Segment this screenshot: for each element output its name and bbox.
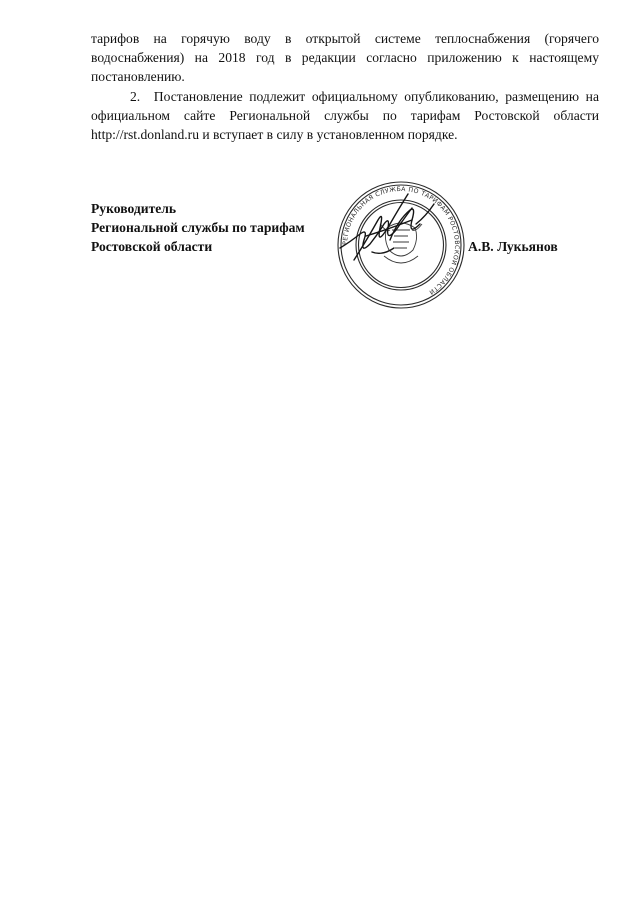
position-line-2: Региональной службы по тарифам xyxy=(91,220,305,236)
official-seal-with-signature xyxy=(332,180,470,310)
seal-outer-ring xyxy=(338,182,464,308)
document-body xyxy=(91,29,599,144)
signatory-position xyxy=(91,199,305,257)
position-line-3: Ростовской области xyxy=(91,239,213,255)
seal-ring-text: РЕГИОНАЛЬНАЯ СЛУЖБА ПО ТАРИФАМ РОСТОВСКОЙ ОБЛАСТИ xyxy=(341,185,461,296)
seal-rings xyxy=(338,182,464,308)
position-line-1: Руководитель xyxy=(91,201,177,216)
paragraph-2: 2. Постановление подлежит официальному опубликованию, размещению на официальном сайте Региональной службы по тарифам Ростовской области http://rst.donland.ru и вступает в силу в установленном порядке. xyxy=(91,88,599,143)
paragraph-1-tail: тарифов на горячую воду в открытой системе теплоснабжения (горячего водоснабжения) на 2018 год в редакции согласно приложению к настоящему постановлению. xyxy=(91,31,599,85)
seal-inner-ring-inner xyxy=(359,203,444,288)
signer-name: А.В. Лукьянов xyxy=(468,239,558,254)
